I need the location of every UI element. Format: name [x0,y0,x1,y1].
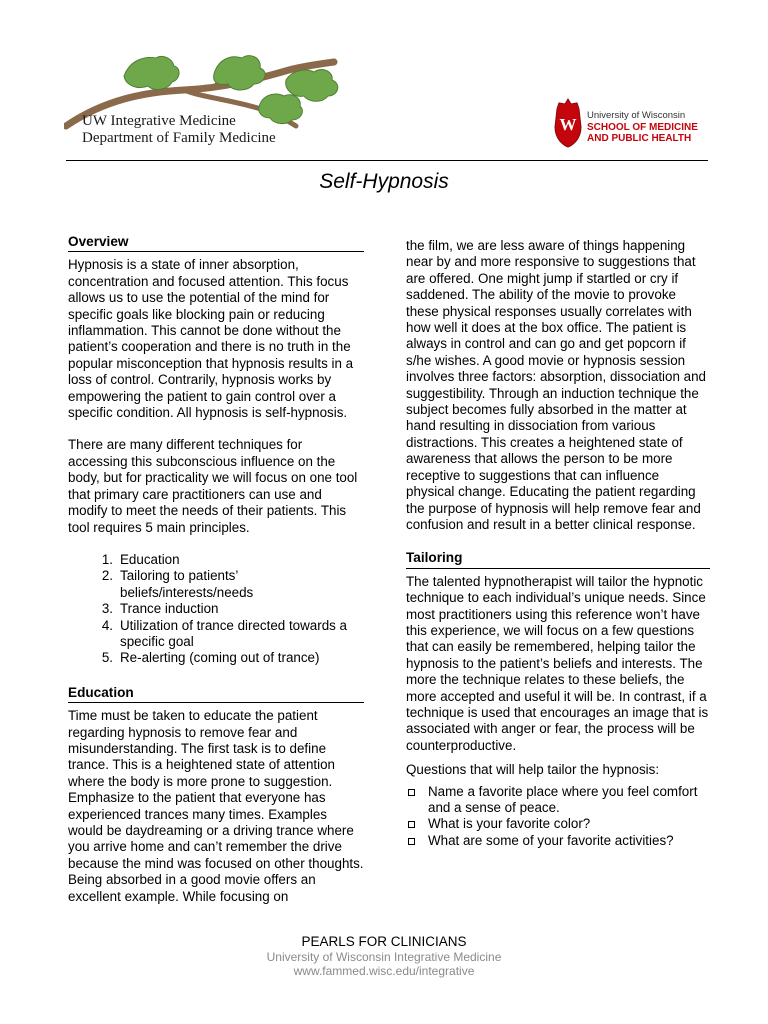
overview-paragraph-2: There are many different techniques for accessing this subconscious influence on the body, but for practicality we will focus on one tool that primary care practitioners can use and modify to meet the needs of their patients. This tool requires 5 main principles. [68,437,358,535]
questions-list [406,784,710,850]
school-line-1: University of Wisconsin [587,110,686,121]
tailoring-heading: Tailoring [406,550,710,568]
tailoring-paragraph-2: Questions that will help tailor the hypnosis: [406,762,660,778]
logo-text [82,113,276,147]
list-item: What is your favorite color? [406,816,710,832]
footer [0,934,768,978]
checkbox-bullet-icon [406,833,428,849]
education-heading: Education [68,685,364,703]
footer-url: www.fammed.wisc.edu/integrative [293,964,475,978]
left-column [68,234,364,905]
list-item: 2. Tailoring to patients’ beliefs/interests/needs [101,568,254,600]
list-item: 4. Utilization of trance directed towards a specific goal [101,617,348,649]
list-item: 3. Trance induction [101,601,219,617]
logo-line-2: Department of Family Medicine [82,130,276,146]
header-rule [66,160,708,161]
uw-crest-icon [553,97,583,149]
page-title: Self-Hypnosis [319,170,449,193]
education-paragraph-1: Time must be taken to educate the patient regarding hypnosis to remove fear and misunderstanding. The first task is to define trance. This is a heightened state of attention where the body is more prone to suggestion. Emphasize to the patient that everyone has experienced trances many times. Examples would be daydreaming or a driving trance where you arrive home and can’t remember the drive because the mind was focused on other thoughts. Being absorbed in a good movie offers an excellent example. While focusing on [68,708,364,904]
list-item: 5. Re-alerting (coming out of trance) [101,650,320,666]
logo-line-1: UW Integrative Medicine [82,113,236,129]
footer-title: PEARLS FOR CLINICIANS [301,934,467,949]
overview-heading: Overview [68,234,364,252]
principles-list [68,552,364,667]
footer-org: University of Wisconsin Integrative Medicine [266,950,502,964]
tailoring-paragraph-1: The talented hypnotherapist will tailor the hypnotic technique to each individual’s unique needs. Since most practitioners using this reference won’t have this experience, we will focus on a few questions that can easily be remembered, helping tailor the hypnosis to the patient’s beliefs and interests. The more the technique relates to these beliefs, the more accepted and useful it will be. In contrast, if a technique is used that encourages an image that is associated with anger or fear, the process will be counterproductive. [406,573,709,753]
education-paragraph-2: the film, we are less aware of things happening near by and more responsive to suggestions that are offered. One might jump if startled or cry if saddened. The ability of the movie to provoke these physical responses usually correlates with how well it does at the box office. The patient is always in control and can go and get popcorn if s/he wishes. A good movie or hypnosis session involves three factors: absorption, dissociation and suggestibility. Through an induction technique the subject becomes fully absorbed in the matter at hand resulting in dissociation from various distractions. This creates a heightened state of awareness that allows the person to be more receptive to suggestions that can influence physical change. Educating the patient regarding the purpose of hypnosis will help remove fear and confusion and result in a better clinical response. [406,238,706,532]
checkbox-bullet-icon [406,784,428,817]
crest-letter: W [559,115,577,134]
overview-paragraph-1: Hypnosis is a state of inner absorption, concentration and focused attention. This focus allows us to use the potential of the mind for specific goals like blocking pain or reducing inflammation. This cannot be done without the patient’s cooperation and there is no truth in the popular misconception that hypnosis results in a loss of control. Contrarily, hypnosis works by empowering the patient to gain control over a specific condition. All hypnosis is self-hypnosis. [68,257,354,421]
school-line-2: SCHOOL OF MEDICINE [587,121,698,133]
list-item: Name a favorite place where you feel comfort and a sense of peace. [406,784,710,817]
school-line-3: AND PUBLIC HEALTH [587,133,692,144]
list-item: 1. Education [101,551,180,567]
school-logo-text [587,110,698,145]
right-column [406,238,710,849]
checkbox-bullet-icon [406,816,428,832]
list-item: What are some of your favorite activities? [406,833,710,849]
